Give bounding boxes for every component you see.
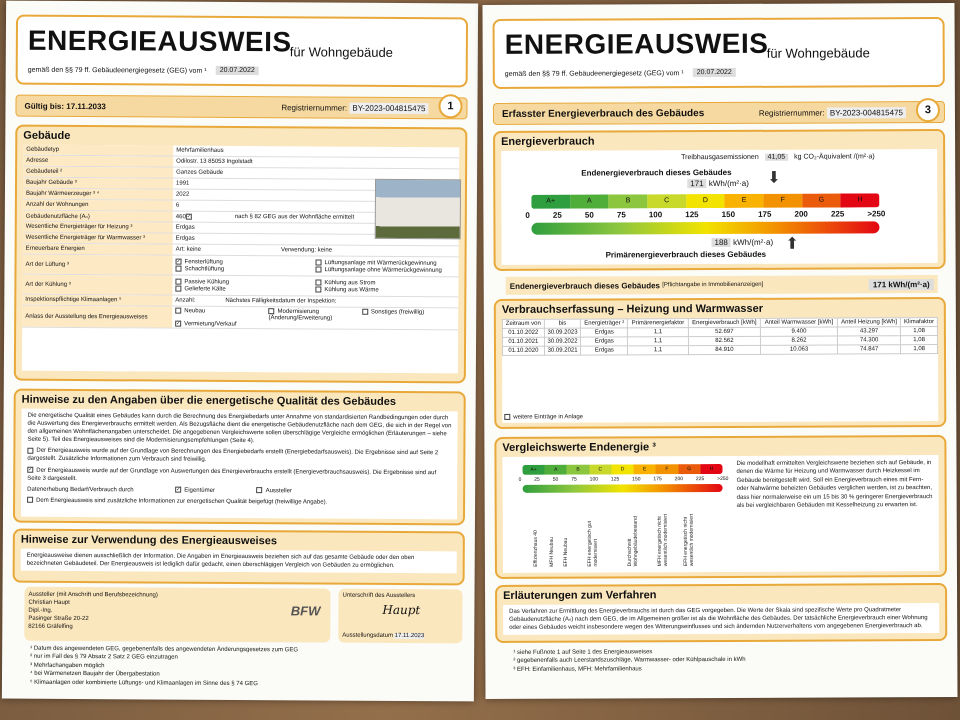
energy-class-Aplus: A+	[522, 465, 544, 475]
thg-unit: kg CO₂-Äquivalent /(m²·a)	[794, 153, 875, 161]
scale-tick: 225	[830, 209, 845, 219]
table-cell: Erdgas	[581, 328, 628, 337]
weitere-checkbox[interactable]	[504, 414, 510, 420]
scale-tick: 175	[758, 209, 772, 219]
hinweise-heading: Hinweise zu den Angaben über die energetische Qualität des Gebäudes	[21, 393, 397, 408]
energy-class-E: E	[725, 194, 764, 208]
energy-class-F: F	[656, 464, 678, 474]
scale-tick: 125	[685, 210, 699, 220]
building-value: Ganzes Gebäude	[176, 169, 224, 176]
energy-class-B: B	[567, 465, 589, 475]
lueftung-option: Lüftungsanlage mit Wärmerückgewinnung	[316, 259, 456, 266]
anlass-option: Sonstiges (freiwillig)	[362, 309, 455, 322]
column-header: Energieträger ²	[581, 319, 628, 328]
table-body	[502, 327, 937, 356]
building-value: 6	[175, 202, 180, 209]
page-1-law: gemäß den §§ 79 ff. Gebäudeenergiegesetz (GEG) vom ¹	[27, 66, 207, 75]
aussteller-line: Pasinger Straße 20-22	[28, 615, 89, 623]
anlass-options	[172, 307, 458, 330]
vgl-tick: 225	[695, 476, 705, 483]
zusatz-checkbox[interactable]	[27, 497, 33, 503]
building-value: Mehrfamilienhaus	[176, 147, 224, 154]
table-cell: 1,08	[901, 345, 938, 354]
footnote: ² nur im Fall des § 79 Absatz 2 Satz 2 GEG einzutragen	[30, 654, 178, 662]
eigentuemer-checkbox[interactable]: ✓	[176, 486, 181, 493]
lueftung-option: Schachtlüftung	[175, 265, 315, 272]
verwendung-heading: Hinweise zur Verwendung des Energieausweises	[20, 533, 278, 548]
vgl-tick: 150	[632, 476, 641, 483]
kuehlung-checkbox[interactable]	[175, 285, 181, 291]
table-row	[502, 345, 937, 356]
page-3-info-bar	[493, 101, 945, 125]
hinweis-bedarf: Der Energieausweis wurde auf der Grundlage von Berechnungen des Energiebedarfs erstellt (Energiebedarfsausweis). Die Ergebnisse sind auf Seite 2 dargestellt. Zusätzliche Informationen zum Verbrauch sind freiwillig.	[27, 448, 439, 464]
column-header: Anteil Heizung [kWh]	[837, 318, 900, 327]
pflicht-row	[506, 275, 938, 295]
scale-tick: 50	[584, 210, 594, 220]
building-table	[22, 145, 459, 374]
energy-class-F: F	[763, 194, 802, 208]
building-heading: Gebäude	[23, 129, 71, 142]
aussteller-checkbox[interactable]	[257, 487, 263, 493]
consumption-table	[502, 317, 938, 356]
vgl-label: EFH Neubau	[562, 537, 569, 567]
building-key: Gebäudeteil ²	[23, 167, 173, 178]
anzahl-label: Anzahl:	[175, 297, 196, 304]
building-section	[14, 125, 468, 384]
kuehlung-options	[172, 278, 458, 295]
vgl-tick: 125	[610, 476, 620, 483]
weitere-label: weitere Einträge in Anlage	[513, 414, 584, 421]
nutzflaeche-note: nach § 82 GEG aus der Wohnfläche ermittelt	[234, 214, 355, 221]
scale-tick: 25	[552, 210, 562, 220]
end-value-row	[687, 179, 749, 188]
kuehlung-option: Passive Kühlung	[175, 279, 315, 286]
page-1-subtitle: für Wohngebäude	[289, 44, 393, 60]
nutzflaeche-checkbox[interactable]: ✓	[186, 213, 192, 220]
end-value: 171	[687, 179, 706, 188]
thg-value: 41,05	[765, 154, 789, 161]
table-cell: 52.697	[688, 327, 761, 336]
ausstellung-label: Ausstellungsdatum	[342, 632, 393, 639]
scale-tick: 75	[616, 210, 626, 220]
kuehlung-option: Kühlung aus Wärme	[315, 286, 455, 293]
energy-class-D: D	[611, 464, 633, 474]
scale-tick: 200	[794, 209, 808, 219]
table-cell: Erdgas	[581, 346, 628, 355]
vgl-text: Die modellhaft ermittelten Vergleichswerte beziehen sich auf Gebäude, in denen die Wärme für Heizung und Warmwasser durch Heizkessel im Gebäude bereitgestellt wird. Soll ein Energieverbrauch eines mit Fern- oder Nahwärme beheizten Gebäudes verglichen werden, ist zu beachten, dass hier normalerweise ein um 15 bis 30 % geringerer Energieverbrauch als bei vergleichbaren Gebäuden mit Kesselheizung zu erwarten ist.	[736, 460, 933, 509]
erl-text: Das Verfahren zur Ermittlung des Energieverbrauchs ist durch das GEG vorgegeben. Die Werte der Skala sind spezifische Werte pro Quadratmeter Gebäudenutzfläche (Aₙ) nach dem GEG, die im Allgemeinen größer ist als die Wohnfläche des Gebäudes. Der tatsächliche Energieverbrauch einer Wohnung oder eines Gebäudes weicht insbesondere wegen des Witterungseinflusses und sich ändernden Nutzerverhaltens vom angegebenen Energieverbrauch ab.	[503, 603, 939, 635]
lueftung-option: Lüftungsanlage ohne Wärmerückgewinnung	[315, 266, 455, 273]
kuehlung-checkbox[interactable]	[315, 286, 321, 292]
building-key: Gebäudetyp	[23, 145, 173, 156]
vgl-tick: 175	[653, 476, 662, 483]
table-cell: 01.10.2022	[502, 328, 544, 337]
kuehlung-key: Art der Kühlung ³	[22, 275, 172, 295]
ev-heading: Energieverbrauch	[501, 135, 595, 148]
table-cell: 1,08	[901, 327, 938, 336]
vgl-label: Effizienzhaus 40	[532, 530, 539, 567]
vgl-class-scale	[522, 464, 722, 475]
use-label: Verwendung: keine	[280, 247, 333, 254]
valid-label: Gültig bis:	[24, 101, 65, 111]
energy-class-B: B	[609, 194, 648, 208]
table-cell: 9.400	[761, 327, 838, 336]
table-cell: 1,1	[628, 346, 688, 355]
lueftung-checkbox[interactable]	[315, 266, 321, 272]
building-value: 1991	[176, 180, 190, 187]
table-cell: 01.10.2021	[502, 337, 544, 346]
table-cell: 30.09.2021	[544, 346, 581, 355]
prim-value: 188	[712, 238, 731, 247]
aussteller-line: Christian Haupt	[28, 599, 70, 607]
reg-number-3: BY-2023-004815475	[827, 107, 906, 118]
unterschrift-label: Unterschrift des Ausstellers	[342, 592, 416, 600]
table-cell: 1,1	[628, 328, 688, 337]
building-photo	[375, 179, 461, 240]
end-unit: kWh/(m²·a)	[708, 178, 749, 189]
energy-class-G: G	[678, 464, 700, 474]
scale-tick: 150	[721, 209, 736, 219]
building-key: Wesentliche Energieträger für Warmwasser ³	[23, 233, 173, 244]
energy-class-H: H	[841, 193, 880, 207]
footnote: ¹ Datum des angewendeten GEG, gegebenenfalls des angewendeten Änderungsgesetzes zum GEG	[30, 645, 299, 654]
pflicht-note: [Pflichtangabe in Immobilienanzeigen]	[662, 281, 764, 289]
verbrauchserfassung-section	[494, 297, 947, 429]
vf-table-wrap	[502, 317, 938, 423]
verwendung-section	[13, 529, 465, 586]
aussteller-label: Aussteller	[265, 487, 292, 495]
energy-class-C: C	[647, 194, 686, 208]
footnote: ³ Mehrfachangaben möglich	[30, 662, 105, 669]
page-number-badge: 1	[438, 94, 462, 118]
ausstellung-date: 17.11.2023	[394, 632, 425, 640]
kuehlung-option: Kühlung aus Strom	[315, 279, 455, 286]
building-key: Baujahr Wärmeerzeuger ³ ⁴	[23, 189, 173, 200]
pflicht-label: Endenergieverbrauch dieses Gebäudes	[509, 280, 661, 291]
vf-heading: Verbrauchserfassung – Heizung und Warmwasser	[501, 302, 764, 316]
page-3-title: ENERGIEAUSWEIS	[504, 27, 769, 60]
vgl-tick: 200	[674, 476, 684, 483]
anlass-row	[22, 306, 458, 331]
aussteller-line: Dipl.-Ing.	[28, 607, 53, 615]
gradient-bar	[531, 221, 879, 235]
energy-class-A: A	[570, 194, 609, 208]
building-key: Wesentliche Energieträger für Heizung ³	[23, 222, 173, 233]
footnote: ¹ siehe Fußnote 1 auf Seite 1 des Energieausweises	[513, 649, 653, 656]
column-header: Energieverbrauch [kWh]	[688, 318, 761, 327]
table-cell: 30.09.2023	[544, 328, 581, 337]
anlass-checkbox[interactable]: ✓	[176, 320, 181, 327]
kuehlung-checkbox[interactable]	[315, 279, 321, 285]
column-header: Anteil Warmwasser [kWh]	[761, 318, 838, 327]
energy-class-D: D	[686, 194, 725, 208]
datenerhebung-label: Datenerhebung Bedarf/Verbrauch durch	[27, 486, 134, 494]
vgl-label: EFH energetisch gut modernisiert	[586, 520, 599, 567]
ev-scale-box	[501, 149, 937, 265]
building-key: Erneuerbare Energien	[23, 244, 173, 255]
energy-class-H: H	[700, 464, 722, 474]
page-1-header	[16, 15, 468, 88]
section-label: Erfasster Energieverbrauch des Gebäudes	[501, 107, 705, 120]
anlass-option: ✓ Vermietung/Verkauf	[176, 320, 237, 328]
aussteller-line: Aussteller (mit Anschrift und Berufsbezeichnung)	[28, 591, 158, 599]
reg-label-3: Registriernummer:	[758, 108, 825, 118]
vgl-label: MFH Neubau	[548, 536, 555, 567]
page-1-info-bar	[15, 95, 467, 120]
anlass-checkbox[interactable]	[175, 308, 181, 314]
lueftung-checkbox[interactable]	[316, 259, 322, 265]
end-arrow-icon: ⬇	[767, 169, 781, 187]
table-cell: 10.063	[761, 345, 838, 354]
vgl-tick: 0	[518, 476, 522, 483]
hinweise-text: Die energetische Qualität eines Gebäudes kann durch die Berechnung des Energiebedarfs unter Annahme von standardisierten Randbedingungen oder durch die Auswertung des Energieverbrauchs ermittelt werden. Als Bezugsfläche dient die energetische Gebäudenutzfläche nach dem GEG, die sich in der Regel von den allgemeinen Wohnflächenangaben unterscheidet. Die angegebenen Vergleichswerte sollen überschlägige Vergleiche ermöglichen (Erläuterungen – siehe Seite 5). Teil des Energieausweises sind die Modernisierungsempfehlungen (Seite 4).	[27, 412, 452, 445]
building-value: Erdgas	[175, 224, 195, 231]
page-1-law-date: 20.07.2022	[216, 66, 259, 75]
lueftung-option: ✓ Fensterlüftung	[176, 258, 223, 266]
energy-class-C: C	[589, 464, 611, 474]
vgl-label: Durchschnitt Wohngebäudebestand	[626, 516, 639, 567]
energy-class-Aplus: A+	[531, 195, 570, 209]
reg-number: BY-2023-004815475	[349, 102, 428, 113]
kuehlung-checkbox[interactable]	[175, 279, 181, 285]
inspektion-key: Inspektionspflichtige Klimaanlagen ⁵	[22, 295, 172, 306]
certificate-page-1	[2, 1, 478, 702]
energy-class-E: E	[634, 464, 656, 474]
building-value: Erdgas	[175, 235, 195, 242]
energy-class-A: A	[545, 465, 567, 475]
valid-date: 17.11.2033	[66, 101, 106, 111]
vgl-tick: 50	[552, 476, 559, 483]
prim-label: Primärenergieverbrauch dieses Gebäudes	[605, 249, 767, 260]
pflicht-value: 171 kWh/(m²·a)	[869, 279, 934, 290]
aussteller-block	[24, 587, 330, 643]
building-value: Odilostr. 13 85053 Ingolstadt	[176, 158, 253, 166]
scale-tick: 100	[648, 210, 663, 220]
energy-class-G: G	[802, 193, 841, 207]
signature-block	[338, 589, 462, 644]
inspektion-value	[172, 298, 458, 306]
vgl-tick: 25	[534, 476, 540, 483]
lueftung-checkbox[interactable]	[175, 265, 181, 271]
anlass-checkbox[interactable]	[269, 308, 275, 314]
column-header: Klimafaktor	[901, 318, 938, 327]
table-cell: 74.847	[837, 345, 900, 354]
page-1-footnotes	[30, 645, 298, 689]
kuehlung-option: Gelieferte Kälte	[175, 285, 315, 292]
table-cell: 43.297	[837, 327, 900, 336]
aussteller-line: 82166 Gräfelfing	[28, 624, 73, 631]
table-cell: 82.562	[688, 336, 761, 345]
vgl-tick: >250	[717, 475, 729, 483]
prim-arrow-icon: ⬆	[785, 235, 799, 253]
table-cell: 30.09.2022	[544, 337, 581, 346]
anlass-option: Modernisierung (Änderung/Erweiterung)	[268, 308, 333, 322]
zusatz-text: Dem Energieausweis sind zusätzliche Informationen zur energetischen Qualität beigefügt (freiwillige Angabe).	[36, 497, 328, 506]
signature: Haupt	[382, 602, 421, 618]
energieverbrauch-section	[493, 129, 946, 271]
lueftung-options	[172, 258, 458, 275]
footnote: ⁵ Klimaanlagen oder kombinierte Lüftungs- und Klimaanlagen im Sinne des § 74 GEG	[29, 679, 258, 687]
vgl-label: MFH energetisch nicht wesentlich modernisiert	[656, 513, 669, 567]
page-1-title: ENERGIEAUSWEIS	[27, 24, 292, 58]
prim-value-row	[712, 238, 774, 247]
lueftung-key: Art der Lüftung ³	[22, 255, 172, 275]
table-cell: 74.300	[837, 336, 900, 345]
vgl-tick: 100	[589, 476, 599, 483]
verwendung-text: Energieausweise dienen ausschließlich der Information. Die Angaben im Energieausweis beziehen sich auf das gesamte Gebäude oder den oben bezeichneten Gebäudeteil. Der Energieausweis ist lediglich dafür gedacht, einen überschlägigen Vergleich von Gebäuden zu ermöglichen.	[21, 549, 457, 574]
building-key: Gebäudenutzfläche (Aₙ)	[23, 211, 173, 222]
reg-label: Registriernummer:	[281, 102, 348, 113]
building-key: Adresse	[23, 156, 173, 167]
scale-ticks	[525, 209, 885, 220]
bedarf-checkbox[interactable]	[27, 448, 33, 454]
aussteller-lines	[28, 591, 326, 633]
lueftung-row	[22, 255, 458, 278]
building-value: Art: keine Verwendung: keine	[175, 246, 333, 254]
erl-heading: Erläuterungen zum Verfahren	[503, 589, 657, 602]
table-cell: Erdgas	[581, 337, 628, 346]
erlaeuterungen-section	[495, 583, 947, 643]
thg-label: Treibhausgasemissionen	[681, 153, 759, 162]
kuehlung-row	[22, 275, 458, 298]
page-number-badge-3: 3	[916, 98, 940, 122]
bfw-logo: BFW	[290, 603, 321, 619]
hinweis-verbrauch: Der Energieausweis wurde auf der Grundlage von Auswertungen des Energieverbrauchs erstellt (Energieverbrauchsausweis). Die Ergebnisse sind auf Seite 3 dargestellt.	[27, 467, 437, 482]
building-key: Anzahl der Wohnungen	[23, 200, 173, 211]
building-value: 2022	[175, 191, 190, 198]
footnote: ³ EFH: Einfamilienhaus, MFH: Mehrfamilienhaus	[513, 666, 642, 673]
column-header: Primärenergiefaktor	[628, 319, 688, 328]
table-cell: 1,08	[901, 336, 938, 345]
verbrauch-checkbox[interactable]: ✓	[28, 466, 33, 473]
prim-unit: kWh/(m²·a)	[733, 237, 774, 247]
page-3-law: gemäß den §§ 79 ff. Gebäudeenergiegesetz (GEG) vom ¹	[504, 70, 684, 78]
faellig-label: Nächstes Fälligkeitsdatum der Inspektion:	[225, 297, 337, 305]
certificate-page-3	[482, 3, 957, 699]
page-3-subtitle: für Wohngebäude	[766, 45, 870, 61]
thg-row	[681, 153, 875, 161]
column-header: Zeitraum von	[502, 319, 544, 328]
table-cell: 8.262	[761, 336, 838, 345]
table-cell: 01.10.2020	[502, 346, 544, 355]
vgl-labels	[523, 496, 723, 571]
vgl-label: EFH energetisch nicht wesentlich modernisiert	[682, 513, 695, 567]
page-3-law-date: 20.07.2022	[693, 68, 736, 77]
scale-tick: 0	[525, 210, 530, 220]
anlass-option: Neubau	[175, 308, 268, 321]
vgl-tick: 75	[571, 476, 577, 483]
eigentuemer-label: Eigentümer	[184, 487, 215, 494]
page-3-footnotes	[513, 648, 745, 674]
page-3-header	[493, 17, 945, 89]
table-cell: 1,1	[628, 337, 688, 346]
anlass-key: Anlass der Ausstellung des Energieausweises	[22, 306, 172, 328]
building-value: 460✓ nach § 82 GEG aus der Wohnfläche ermittelt	[175, 213, 355, 221]
vergleichswerte-section	[494, 435, 947, 579]
energy-class-scale	[531, 193, 879, 209]
footnote: ² gegebenenfalls auch Leerstandszuschläge, Warmwasser- oder Kühlpauschale in kWh	[513, 657, 746, 665]
vgl-heading: Vergleichswerte Endenergie ³	[502, 441, 656, 454]
vgl-gradient	[523, 484, 723, 493]
scale-tick: >250	[867, 209, 886, 219]
hinweise-section	[13, 389, 466, 526]
lueftung-checkbox[interactable]: ✓	[176, 258, 181, 265]
end-label: Endenergieverbrauch dieses Gebäudes	[581, 167, 732, 178]
vgl-ticks	[519, 476, 729, 483]
vgl-box	[502, 455, 939, 573]
table-cell: 84.910	[688, 345, 761, 354]
footnote: ⁴ bei Wärmenetzen Baujahr der Übergabestation	[30, 670, 160, 678]
anlass-checkbox[interactable]	[362, 309, 368, 315]
building-key: Baujahr Gebäude ³	[23, 178, 173, 189]
column-header: bis	[544, 319, 581, 328]
hinweise-body	[21, 409, 458, 520]
